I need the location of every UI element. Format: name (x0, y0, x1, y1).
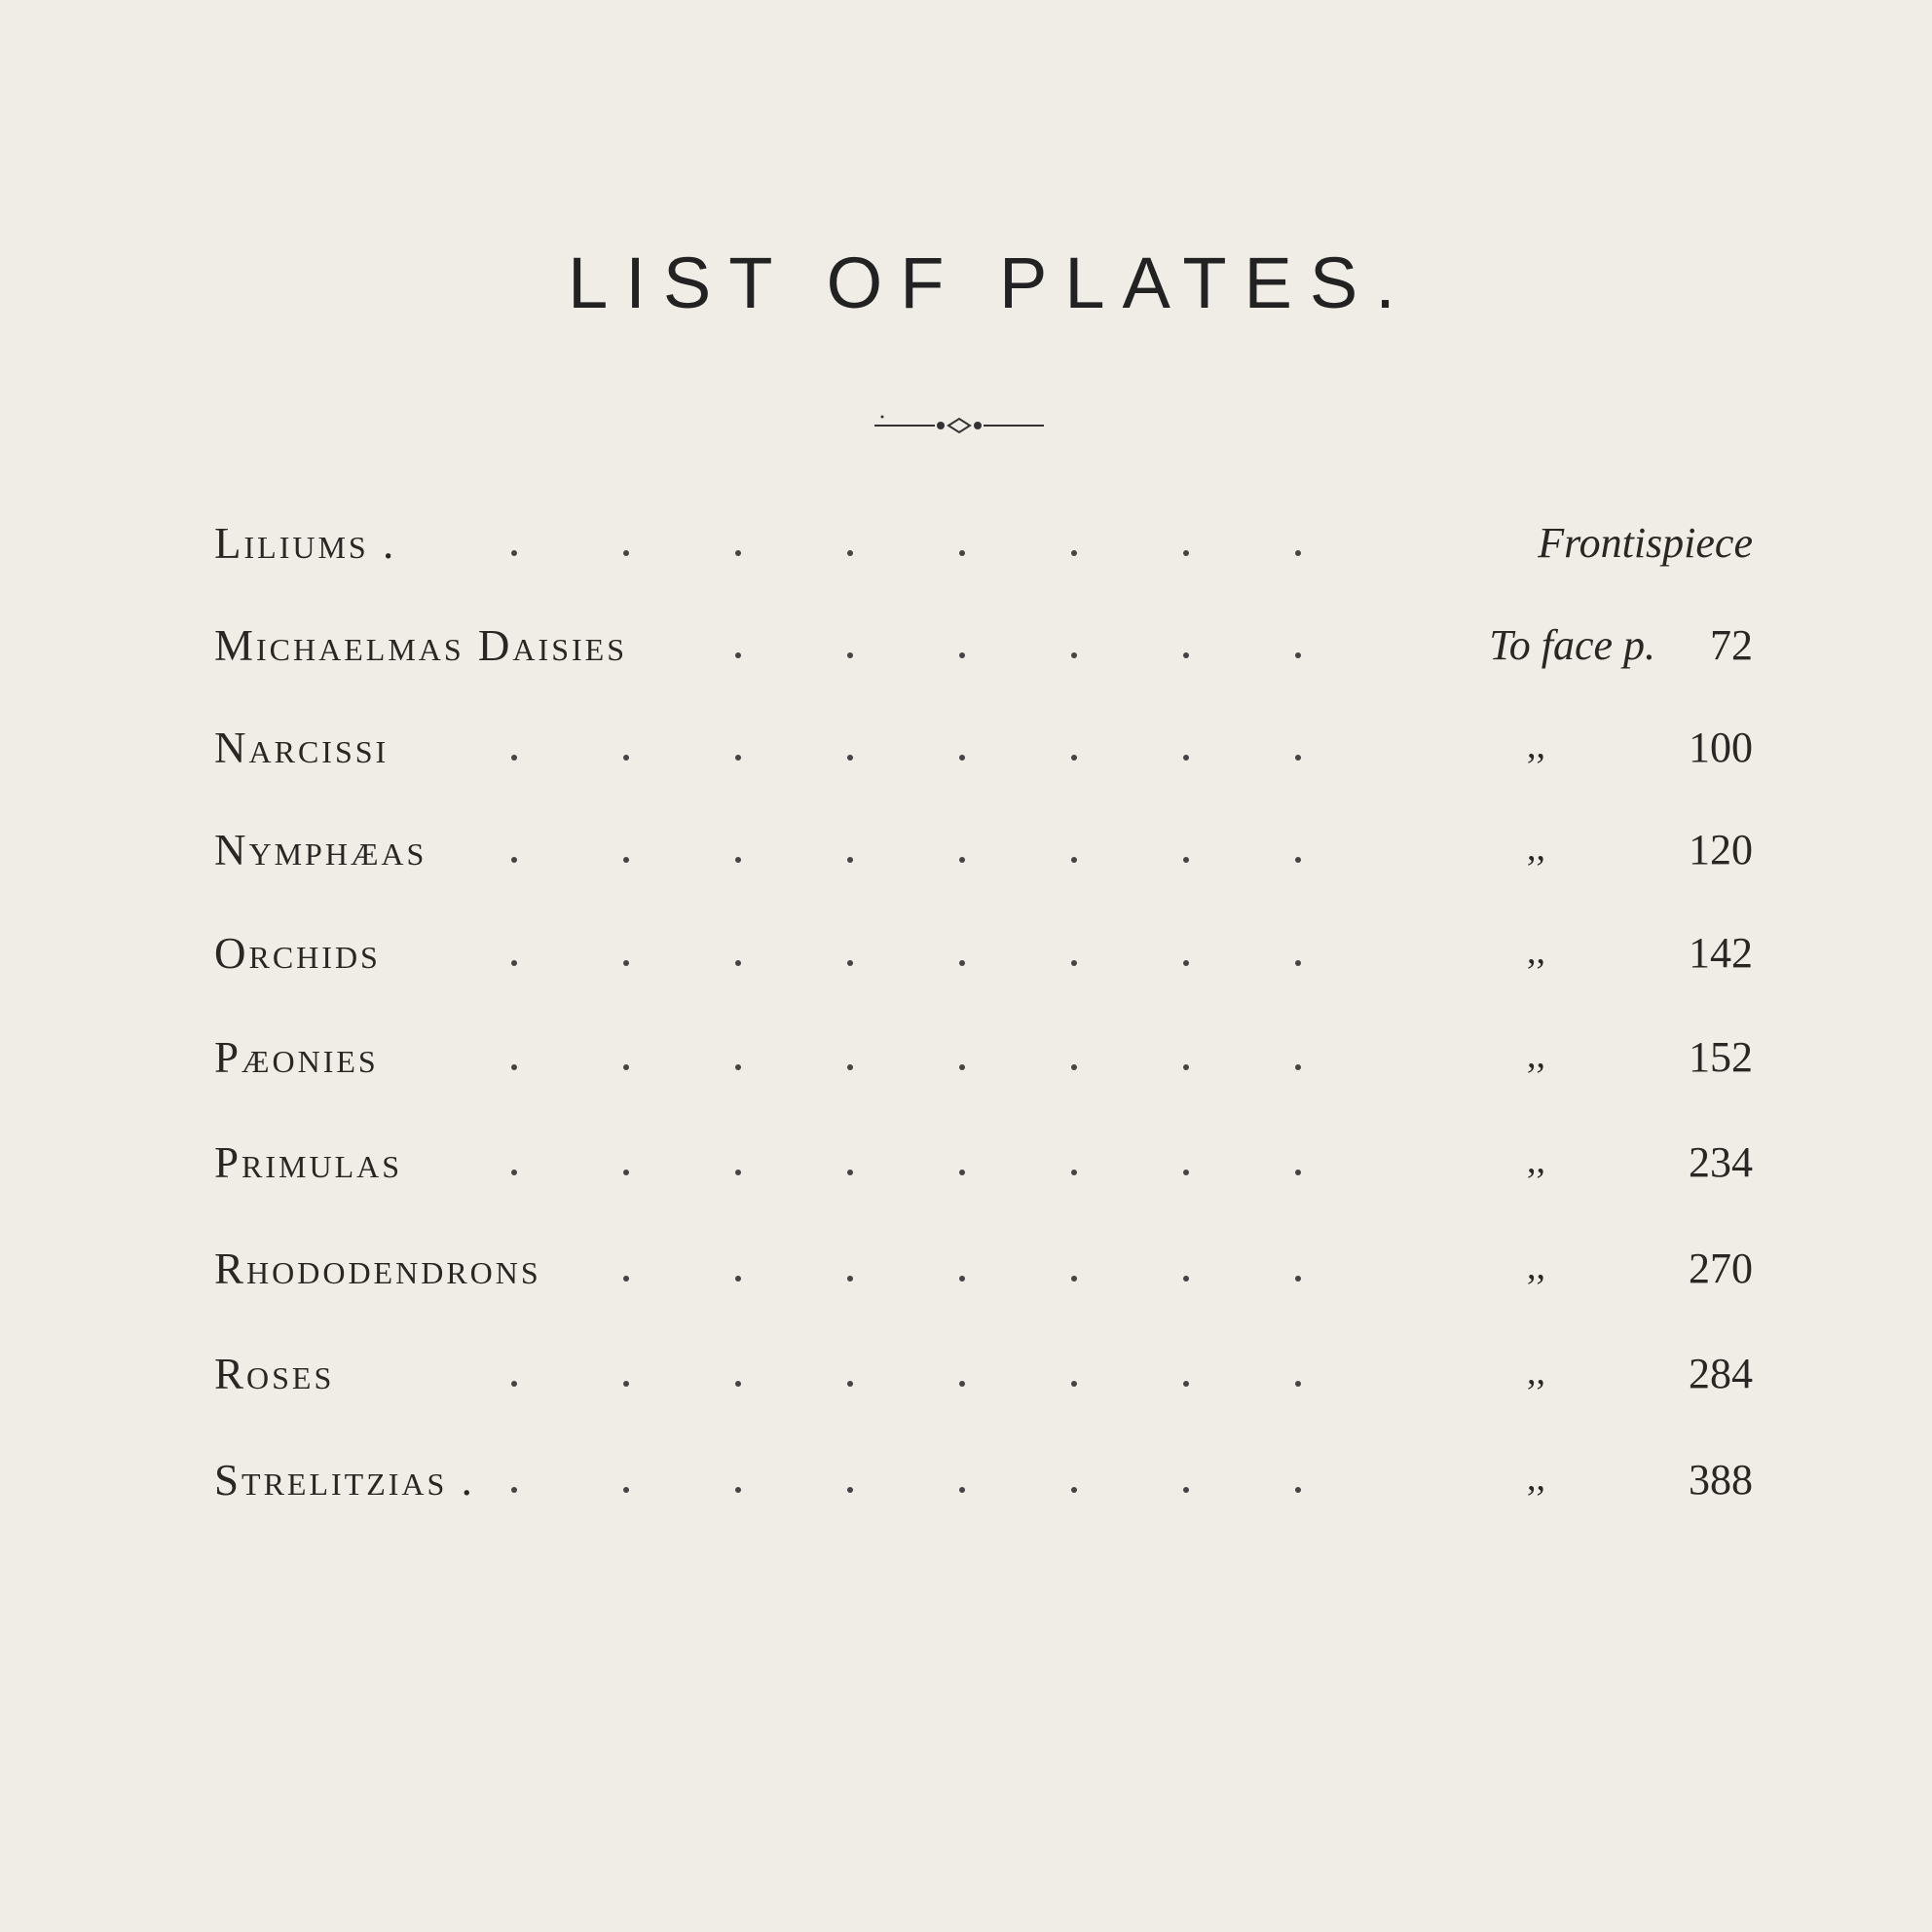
leader-dot (847, 755, 853, 761)
plate-reference (1402, 723, 1753, 781)
ditto-mark: ,, (1527, 1246, 1545, 1287)
page-number: 270 (1689, 1245, 1753, 1292)
leader-dot (735, 1276, 741, 1282)
ditto-mark: ,, (1527, 828, 1545, 869)
plate-name: Liliums . (214, 519, 397, 568)
page-number: 152 (1689, 1033, 1753, 1081)
plate-row-nymphaeas (214, 825, 1753, 883)
ditto-mark: ,, (1527, 1458, 1545, 1499)
leader-dot (959, 652, 965, 658)
leader-dot (1183, 550, 1189, 556)
leader-dot (847, 1487, 853, 1493)
plate-reference (1402, 825, 1753, 883)
leader-dot (511, 1381, 517, 1387)
leader-dot (1071, 1381, 1077, 1387)
leader-dot (735, 857, 741, 863)
leader-dot (1183, 1276, 1189, 1282)
leader-dot (1071, 652, 1077, 658)
leader-dot (735, 1064, 741, 1070)
leader-dot (1183, 1064, 1189, 1070)
leader-dot (847, 652, 853, 658)
leader-dot (959, 857, 965, 863)
page-number: 142 (1689, 929, 1753, 977)
leader-dot (623, 1064, 629, 1070)
leader-dot (511, 1170, 517, 1175)
leader-dot (511, 960, 517, 966)
page-number: 284 (1689, 1350, 1753, 1397)
leader-dots (214, 825, 1344, 883)
ditto-mark: ,, (1527, 1035, 1545, 1076)
leader-dot (1295, 960, 1301, 966)
leader-dot (1295, 1381, 1301, 1387)
leader-dot (1071, 960, 1077, 966)
leader-dot (847, 857, 853, 863)
leader-dot (623, 755, 629, 761)
leader-dot (847, 550, 853, 556)
page-title: LIST OF PLATES. (568, 242, 1413, 323)
leader-dots (214, 518, 1344, 576)
leader-dot (1071, 1170, 1077, 1175)
page-number: 72 (1710, 621, 1753, 669)
leader-dot (623, 857, 629, 863)
plate-name: Primulas (214, 1138, 403, 1187)
leader-dot (1071, 1487, 1077, 1493)
leader-dots (214, 1349, 1344, 1407)
plate-row-roses (214, 1349, 1753, 1407)
plate-reference (1402, 1455, 1753, 1513)
leader-dot (1183, 1487, 1189, 1493)
plate-reference (1402, 1137, 1753, 1196)
page-number: 100 (1689, 724, 1753, 771)
leader-dot (847, 960, 853, 966)
leader-dot (1071, 857, 1077, 863)
page-number: 388 (1689, 1456, 1753, 1504)
plate-reference (1402, 1244, 1753, 1302)
leader-dot (511, 550, 517, 556)
plate-row-primulas (214, 1137, 1753, 1196)
leader-dots (214, 928, 1344, 986)
leader-dot (1183, 652, 1189, 658)
plate-reference (1402, 1349, 1753, 1407)
leader-dot (623, 1487, 629, 1493)
leader-dot (847, 1170, 853, 1175)
plate-row-rhododendrons (214, 1244, 1753, 1302)
leader-dot (1295, 1064, 1301, 1070)
leader-dot (735, 960, 741, 966)
plate-name: Narcissi (214, 724, 390, 772)
plate-name: Strelitzias . (214, 1456, 475, 1505)
ditto-mark: ,, (1527, 1140, 1545, 1181)
leader-dot (1183, 755, 1189, 761)
leader-dot (623, 1170, 629, 1175)
leader-dot (623, 960, 629, 966)
leader-dot (735, 755, 741, 761)
leader-dot (959, 1170, 965, 1175)
plate-reference (1402, 518, 1753, 576)
ditto-mark: ,, (1527, 1352, 1545, 1393)
frontispiece-label: Frontispiece (1538, 519, 1753, 567)
leader-dot (959, 1381, 965, 1387)
leader-dots (214, 1455, 1344, 1513)
plate-row-liliums (214, 518, 1753, 576)
plate-row-paeonies (214, 1032, 1753, 1091)
leader-dot (1071, 1276, 1077, 1282)
plate-reference (1402, 928, 1753, 986)
leader-dots (214, 1244, 1344, 1302)
leader-dot (847, 1064, 853, 1070)
leader-dot (623, 550, 629, 556)
leader-dots (214, 1032, 1344, 1091)
leader-dot (847, 1276, 853, 1282)
leader-dot (735, 652, 741, 658)
leader-dot (959, 550, 965, 556)
leader-dot (1071, 550, 1077, 556)
ditto-mark: ,, (1527, 931, 1545, 972)
leader-dot (1295, 1276, 1301, 1282)
leader-dot (511, 1487, 517, 1493)
plate-reference (1402, 1032, 1753, 1091)
leader-dot (735, 1381, 741, 1387)
plate-name: Rhododendrons (214, 1245, 541, 1293)
leader-dot (735, 1487, 741, 1493)
leader-dot (1295, 652, 1301, 658)
leader-dot (1183, 1170, 1189, 1175)
leader-dot (959, 1487, 965, 1493)
leader-dot (1295, 550, 1301, 556)
plate-name: Orchids (214, 929, 381, 978)
plate-reference (1402, 620, 1753, 679)
leader-dot (1183, 857, 1189, 863)
leader-dots (214, 723, 1344, 781)
page-number: 120 (1689, 826, 1753, 873)
leader-dot (959, 1064, 965, 1070)
leader-dot (1295, 1170, 1301, 1175)
page-number: 234 (1689, 1138, 1753, 1186)
leader-dot (511, 755, 517, 761)
leader-dot (847, 1381, 853, 1387)
leader-dot (1071, 1064, 1077, 1070)
leader-dot (1071, 755, 1077, 761)
plate-row-narcissi (214, 723, 1753, 781)
leader-dot (1183, 1381, 1189, 1387)
ditto-mark: ,, (1527, 725, 1545, 766)
leader-dot (623, 1276, 629, 1282)
leader-dots (214, 620, 1344, 679)
fleuron-divider-icon (874, 414, 1044, 437)
leader-dot (1295, 755, 1301, 761)
leader-dot (511, 1064, 517, 1070)
leader-dots (214, 1137, 1344, 1196)
plate-name: Michaelmas Daisies (214, 621, 627, 670)
to-face-label: To face p. (1489, 621, 1655, 669)
plate-row-michaelmas-daisies (214, 620, 1753, 679)
plate-row-orchids (214, 928, 1753, 986)
leader-dot (511, 857, 517, 863)
plate-name: Pæonies (214, 1033, 379, 1082)
leader-dot (959, 960, 965, 966)
leader-dot (959, 755, 965, 761)
plate-row-strelitzias (214, 1455, 1753, 1513)
leader-dot (1183, 960, 1189, 966)
plate-name: Roses (214, 1350, 335, 1398)
leader-dot (959, 1276, 965, 1282)
plate-name: Nymphæas (214, 826, 427, 874)
leader-dot (735, 550, 741, 556)
leader-dot (735, 1170, 741, 1175)
leader-dot (1295, 1487, 1301, 1493)
leader-dot (1295, 857, 1301, 863)
leader-dot (623, 1381, 629, 1387)
